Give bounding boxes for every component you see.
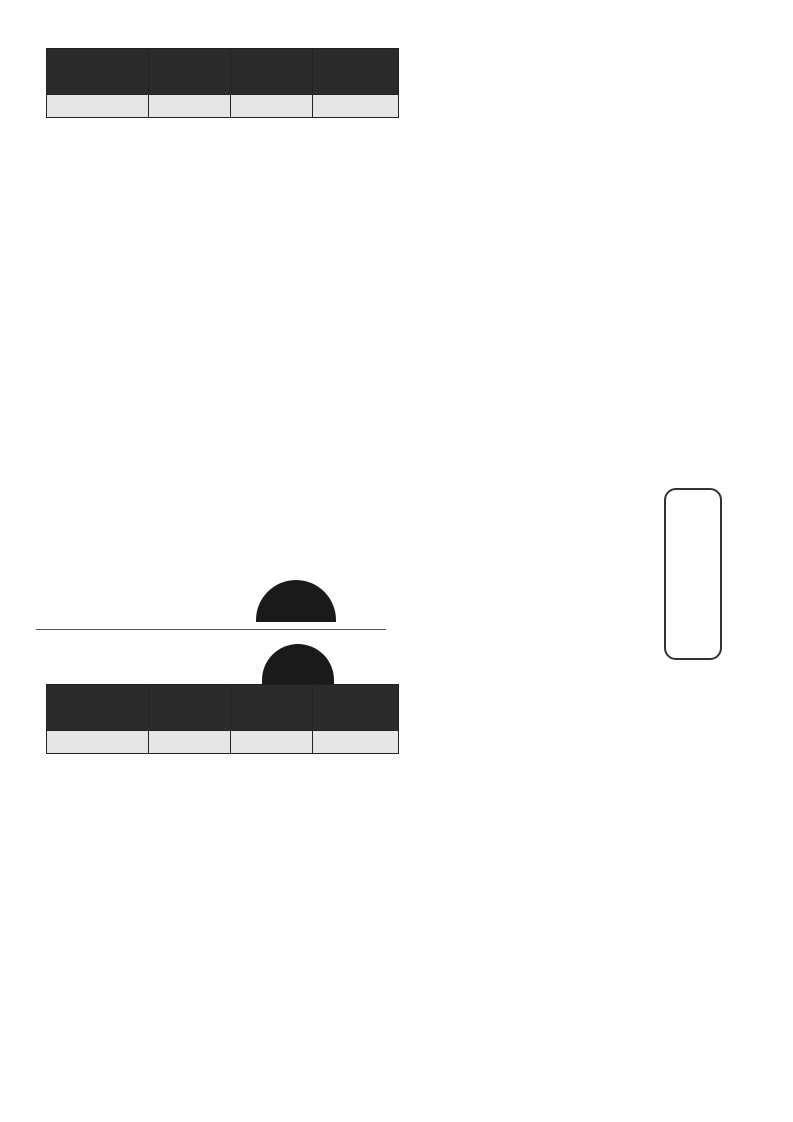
revenue-table [46,48,399,118]
header-prev [231,49,313,95]
header-subject [47,49,149,95]
header-current [149,49,231,95]
header-current [149,685,231,731]
expense-total-prev [231,731,313,754]
article-column-5 [410,880,720,1060]
header-prev [231,685,313,731]
heading-divider [36,629,386,630]
revenue-total-prev [231,95,313,118]
revenue-total-diff [313,95,399,118]
revenue-badge [256,580,336,622]
header-diff [313,685,399,731]
section-title-expense-overview [664,488,722,660]
expense-total-diff [313,731,399,754]
header-subject [47,685,149,731]
article-column-1 [410,48,720,482]
expense-total-label [47,731,149,754]
expense-table [46,684,399,754]
revenue-total-current [149,95,231,118]
expense-badge [262,644,334,686]
header-diff [313,49,399,95]
article-column-4 [410,672,720,872]
page-footer [36,1078,102,1093]
revenue-total-label [47,95,149,118]
article-column-3 [410,488,658,656]
expense-total-current [149,731,231,754]
